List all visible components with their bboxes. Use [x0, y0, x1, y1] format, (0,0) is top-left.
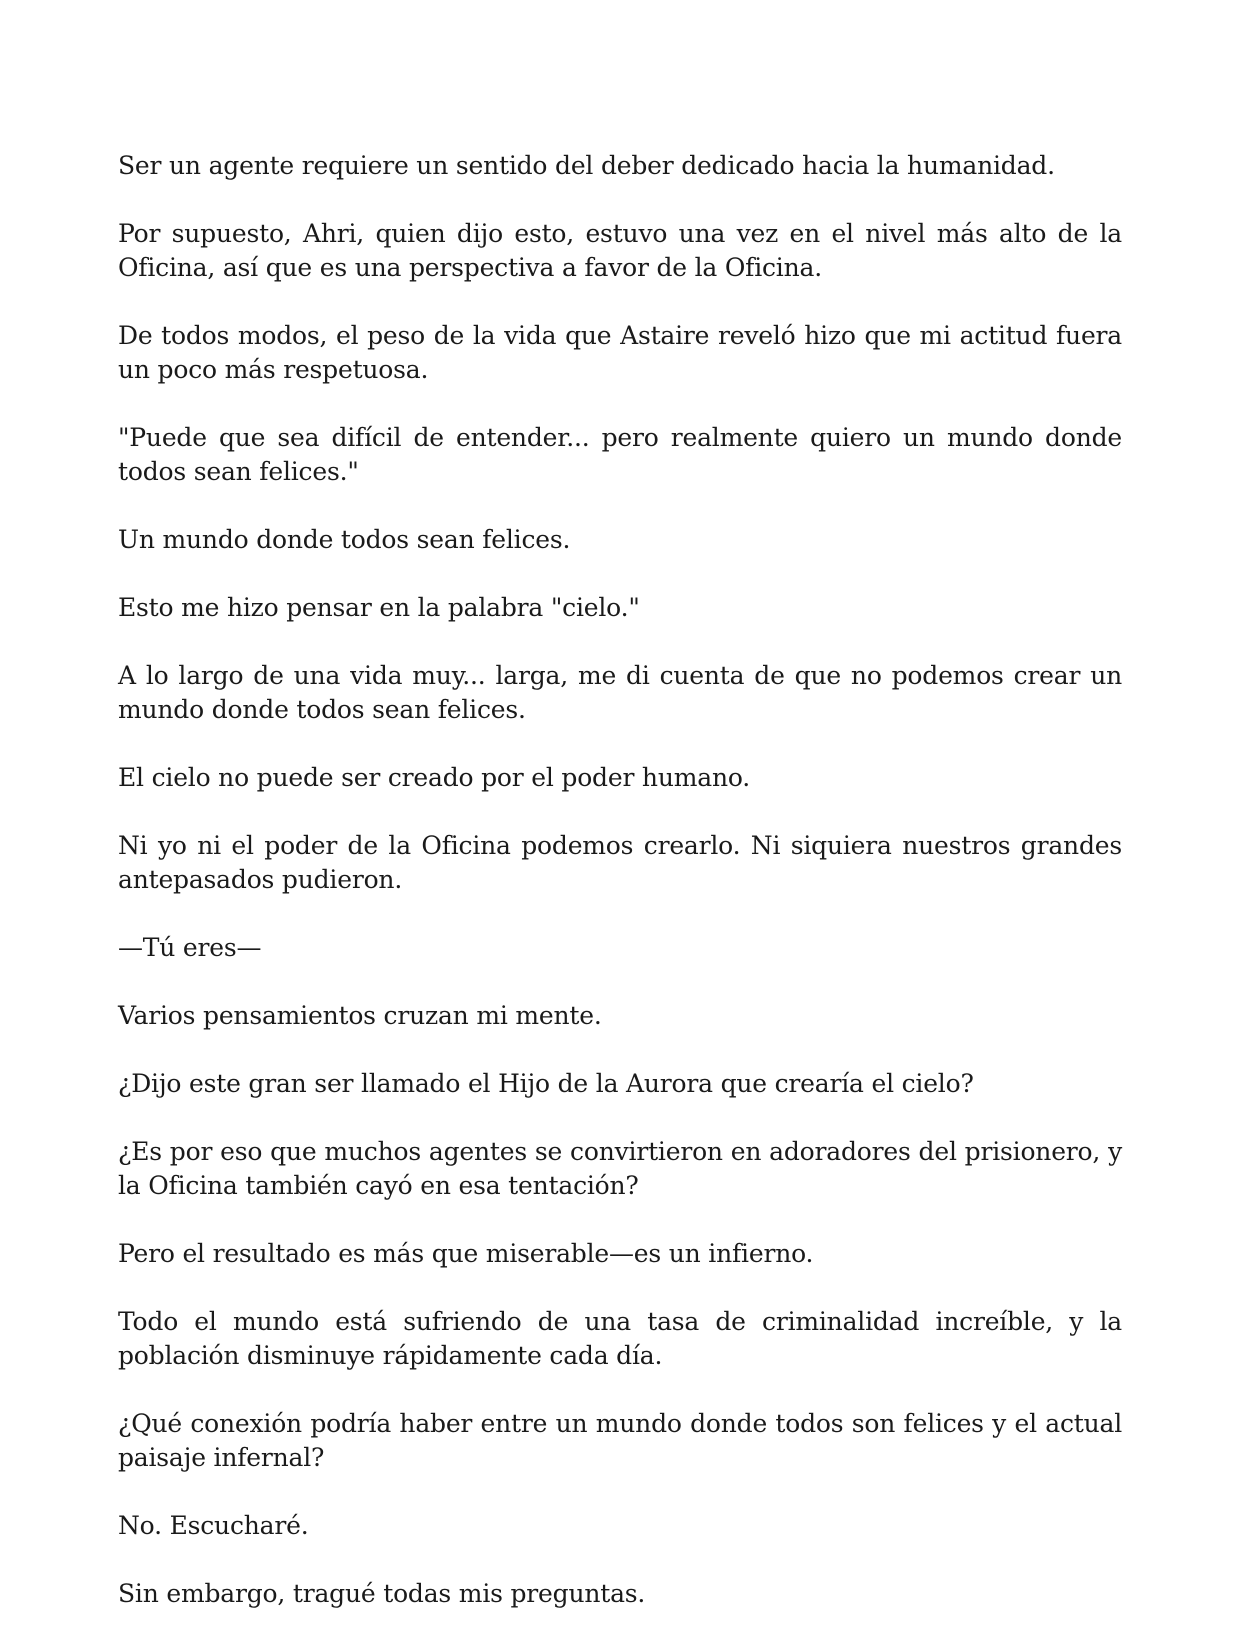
paragraph: El cielo no puede ser creado por el poder humano. [118, 763, 751, 792]
paragraph: Todo el mundo está sufriendo de una tasa de criminalidad increíble, y la población disminuye rápidamente cada día. [118, 1307, 1122, 1370]
paragraph: Ser un agente requiere un sentido del deber dedicado hacia la humanidad. [118, 151, 1055, 180]
paragraph: De todos modos, el peso de la vida que Astaire reveló hizo que mi actitud fuera un poco más respetuosa. [118, 321, 1122, 384]
paragraph: Esto me hizo pensar en la palabra "cielo." [118, 593, 640, 622]
paragraph: Un mundo donde todos sean felices. [118, 525, 571, 554]
paragraph: ¿Dijo este gran ser llamado el Hijo de la Aurora que crearía el cielo? [118, 1069, 974, 1098]
paragraph: ¿Es por eso que muchos agentes se convirtieron en adoradores del prisionero, y la Oficina también cayó en esa tentación? [118, 1137, 1122, 1200]
paragraph: No. Escucharé. [118, 1511, 309, 1540]
paragraph: Pero el resultado es más que miserable—es un infierno. [118, 1239, 814, 1268]
body-text [118, 149, 1122, 1645]
paragraph: Por supuesto, Ahri, quien dijo esto, estuvo una vez en el nivel más alto de la Oficina, así que es una perspectiva a favor de la Oficina. [118, 219, 1122, 282]
paragraph: A lo largo de una vida muy... larga, me di cuenta de que no podemos crear un mundo donde todos sean felices. [118, 661, 1122, 724]
paragraph: —Tú eres— [118, 933, 262, 962]
paragraph: "Puede que sea difícil de entender... pero realmente quiero un mundo donde todos sean felices." [118, 423, 1122, 486]
paragraph: Ni yo ni el poder de la Oficina podemos crearlo. Ni siquiera nuestros grandes antepasados pudieron. [118, 831, 1122, 894]
paragraph: Sin embargo, tragué todas mis preguntas. [118, 1579, 646, 1608]
paragraph: Varios pensamientos cruzan mi mente. [118, 1001, 602, 1030]
paragraph: ¿Qué conexión podría haber entre un mundo donde todos son felices y el actual paisaje infernal? [118, 1409, 1122, 1472]
